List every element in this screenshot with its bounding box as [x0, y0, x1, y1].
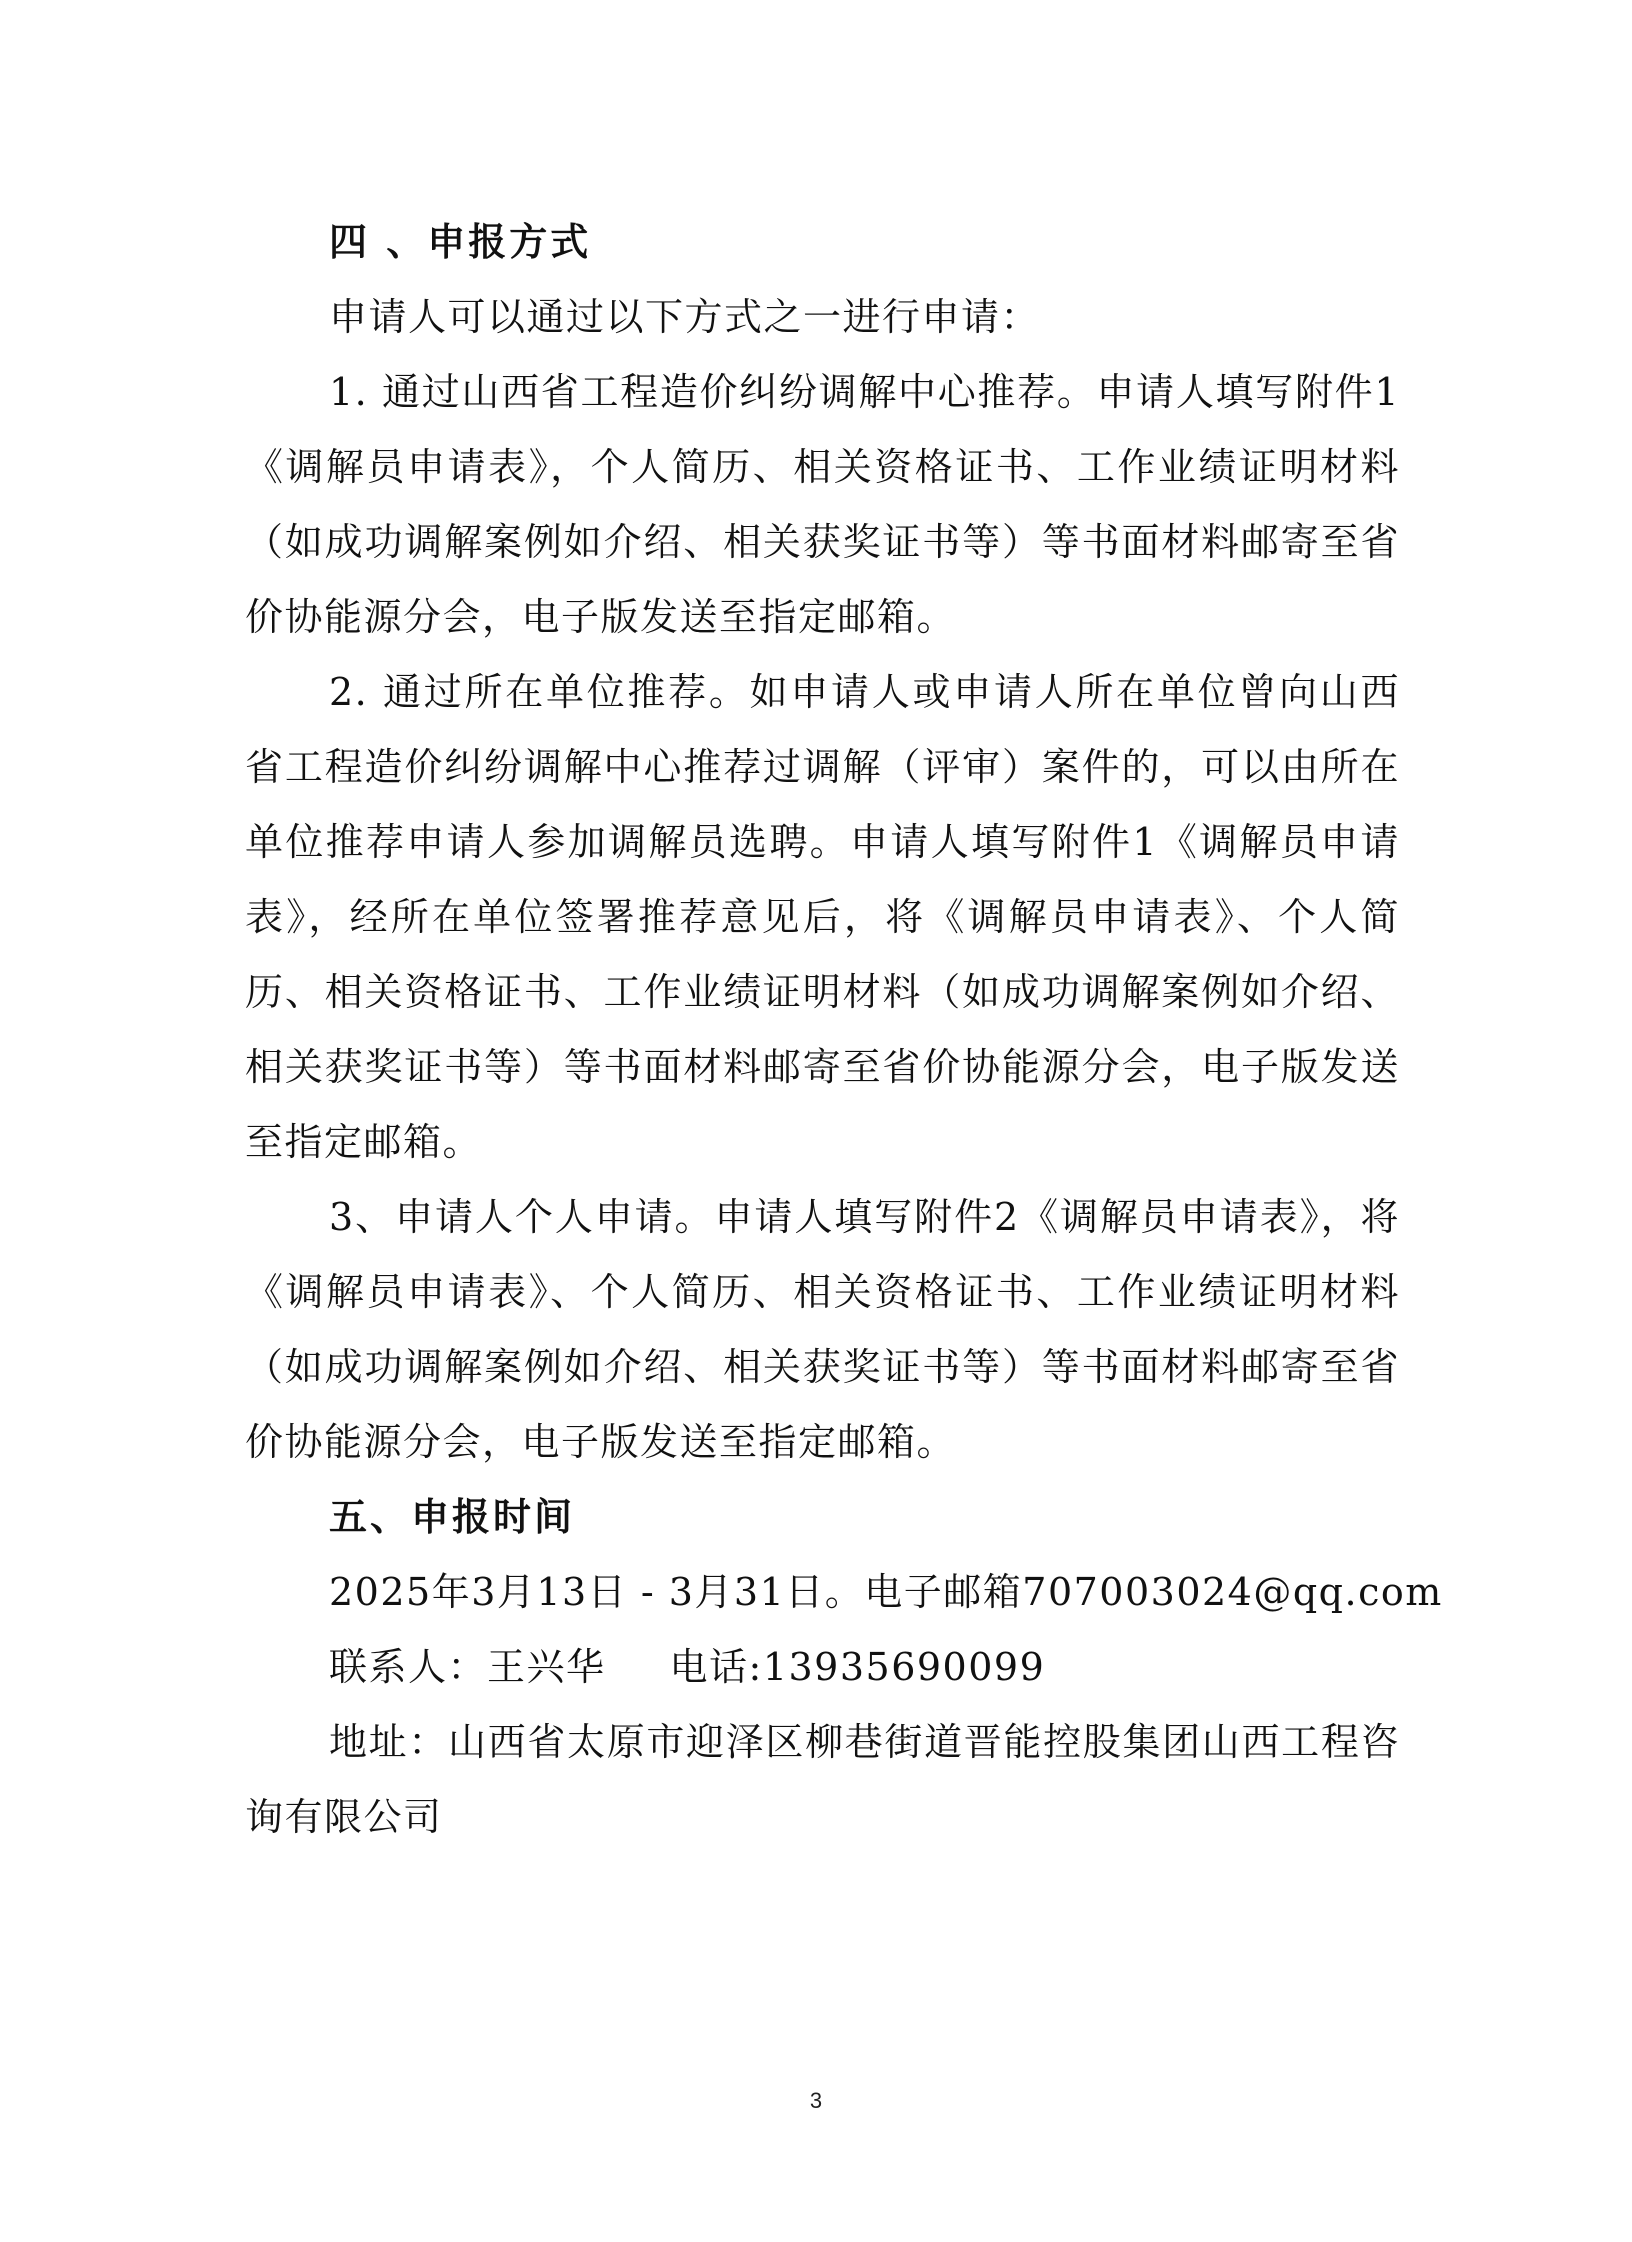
contact-line	[245, 1630, 1400, 1705]
method-3-paragraph: 3、申请人个人申请。申请人填写附件2《调解员申请表》，将《调解员申请表》、个人简历、相关资格证书、工作业绩证明材料（如成功调解案例如介绍、相关获奖证书等）等书面材料邮寄至省价协能源分会，电子版发送至指定邮箱。	[245, 1195, 1400, 1464]
section-4-heading: 四 、申报方式	[329, 220, 592, 264]
contact-phone: 电话:13935690099	[669, 1645, 1046, 1689]
page-number: 3	[809, 2088, 823, 2113]
contact-person: 联系人：王兴华	[329, 1645, 606, 1689]
method-2-paragraph: 2. 通过所在单位推荐。如申请人或申请人所在单位曾向山西省工程造价纠纷调解中心推荐过调解（评审）案件的，可以由所在单位推荐申请人参加调解员选聘。申请人填写附件1《调解员申请表》，经所在单位签署推荐意见后，将《调解员申请表》、个人简历、相关资格证书、工作业绩证明材料（如成功调解案例如介绍、相关获奖证书等）等书面材料邮寄至省价协能源分会，电子版发送至指定邮箱。	[245, 670, 1400, 1164]
method-1-paragraph: 1. 通过山西省工程造价纠纷调解中心推荐。申请人填写附件1《调解员申请表》，个人简历、相关资格证书、工作业绩证明材料（如成功调解案例如介绍、相关获奖证书等）等书面材料邮寄至省价协能源分会，电子版发送至指定邮箱。	[245, 370, 1400, 639]
address-paragraph: 地址：山西省太原市迎泽区柳巷街道晋能控股集团山西工程咨询有限公司	[245, 1720, 1400, 1839]
document-body	[245, 205, 1443, 1855]
section-5-heading: 五、申报时间	[329, 1495, 576, 1539]
application-dates-line: 2025年3月13日 - 3月31日。电子邮箱707003024@qq.com	[329, 1570, 1443, 1614]
section-4-intro: 申请人可以通过以下方式之一进行申请：	[329, 295, 1041, 339]
